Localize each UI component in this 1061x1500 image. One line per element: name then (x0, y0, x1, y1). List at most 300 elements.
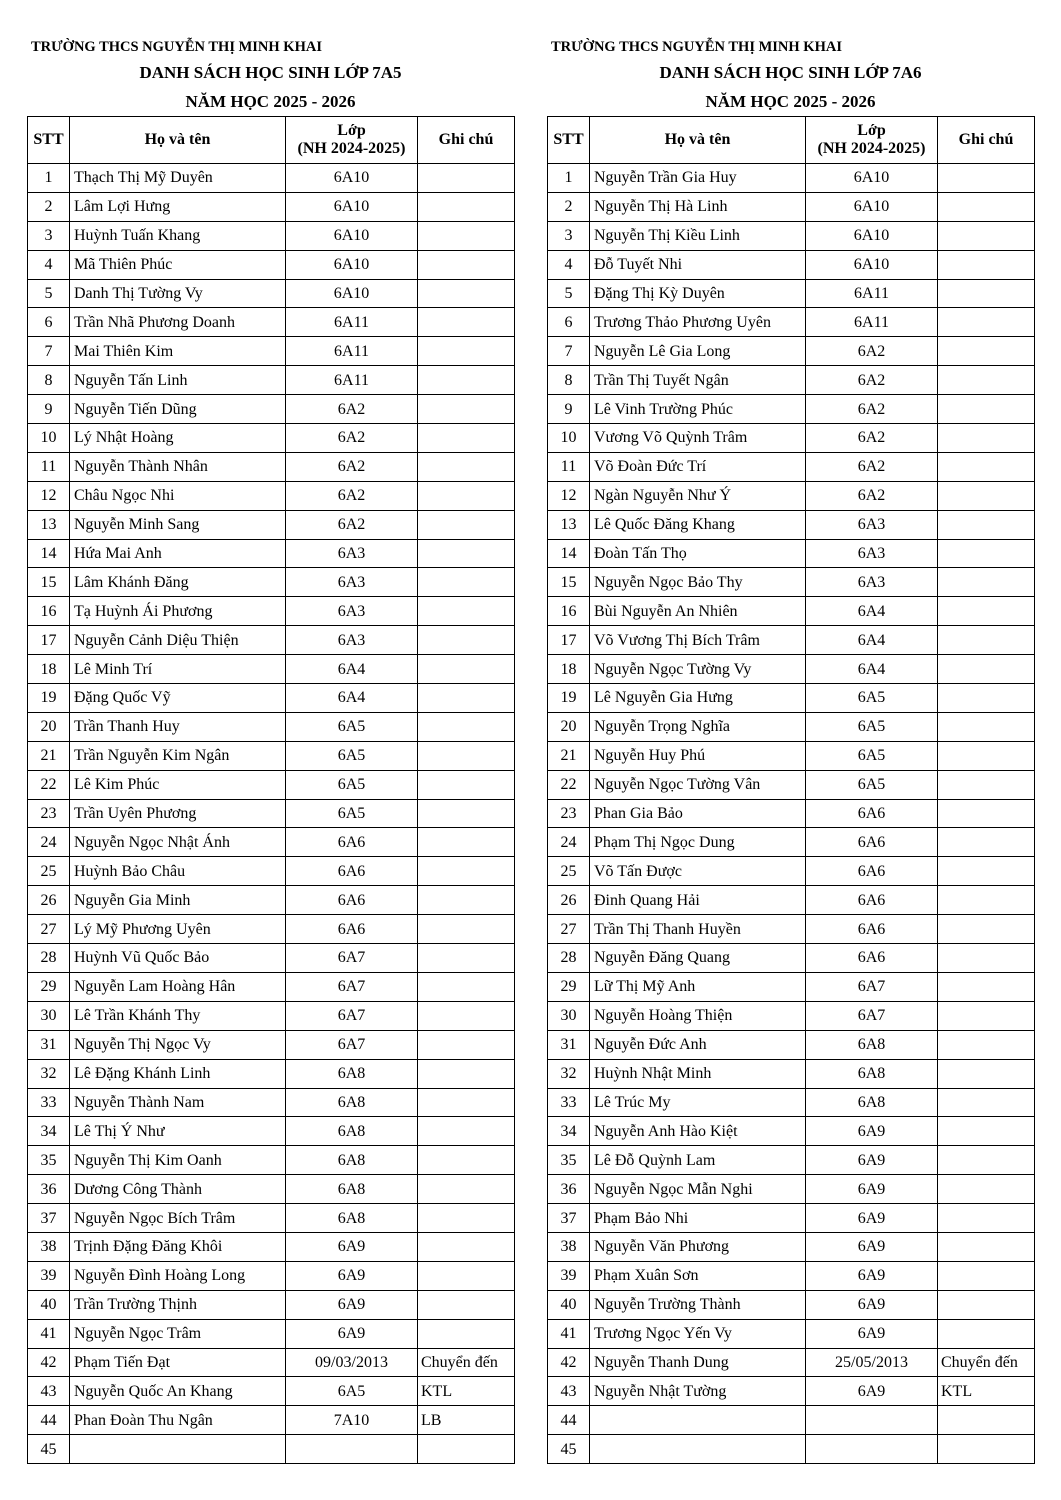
row-note (938, 250, 1035, 279)
row-note (938, 452, 1035, 481)
row-stt: 20 (548, 712, 590, 741)
row-name: Nguyễn Thành Nam (70, 1088, 286, 1117)
row-class: 6A6 (286, 886, 418, 915)
row-note (938, 857, 1035, 886)
row-class: 6A8 (286, 1146, 418, 1175)
row-name: Nguyễn Đăng Quang (590, 944, 806, 973)
table-row (548, 886, 1035, 915)
row-note (418, 1232, 515, 1261)
row-class: 6A5 (286, 799, 418, 828)
row-stt: 36 (548, 1175, 590, 1204)
row-class: 6A7 (286, 1030, 418, 1059)
row-note (938, 886, 1035, 915)
table-row (28, 741, 515, 770)
table-row (548, 221, 1035, 250)
header-stt: STT (28, 117, 70, 164)
row-stt: 17 (548, 626, 590, 655)
row-name (590, 1406, 806, 1435)
row-stt: 39 (28, 1261, 70, 1290)
row-stt: 45 (548, 1435, 590, 1464)
row-note (418, 1435, 515, 1464)
table-row (28, 1088, 515, 1117)
row-name: Châu Ngọc Nhi (70, 481, 286, 510)
row-note (938, 481, 1035, 510)
row-name: Phạm Thị Ngọc Dung (590, 828, 806, 857)
header-note: Ghi chú (418, 117, 515, 164)
row-stt: 1 (548, 164, 590, 193)
row-stt: 15 (28, 568, 70, 597)
row-stt: 22 (548, 770, 590, 799)
row-name: Lê Vinh Trường Phúc (590, 395, 806, 424)
row-name: Lâm Lợi Hưng (70, 192, 286, 221)
row-stt: 45 (28, 1435, 70, 1464)
row-stt: 21 (28, 741, 70, 770)
row-note (418, 944, 515, 973)
row-stt: 40 (28, 1290, 70, 1319)
row-stt: 24 (28, 828, 70, 857)
table-row (28, 770, 515, 799)
row-note (938, 192, 1035, 221)
row-name: Lữ Thị Mỹ Anh (590, 972, 806, 1001)
row-name: Lê Đỗ Quỳnh Lam (590, 1146, 806, 1175)
table-row (548, 308, 1035, 337)
row-name: Huỳnh Bảo Châu (70, 857, 286, 886)
table-header-row (28, 117, 515, 164)
row-stt: 18 (28, 655, 70, 684)
row-class: 6A9 (286, 1232, 418, 1261)
table-row (28, 1406, 515, 1435)
table-row (28, 712, 515, 741)
row-name: Đinh Quang Hải (590, 886, 806, 915)
table-row (28, 395, 515, 424)
row-note (938, 828, 1035, 857)
table-row (28, 972, 515, 1001)
row-name (590, 1435, 806, 1464)
row-name: Đặng Quốc Vỹ (70, 684, 286, 713)
row-name: Nguyễn Thị Ngọc Vy (70, 1030, 286, 1059)
row-note (938, 1406, 1035, 1435)
row-class: 6A3 (806, 568, 938, 597)
row-class: 6A5 (286, 712, 418, 741)
table-header-row (548, 117, 1035, 164)
row-note (418, 1117, 515, 1146)
row-name: Nguyễn Huy Phú (590, 741, 806, 770)
row-note (418, 799, 515, 828)
row-name: Trần Thị Tuyết Ngân (590, 366, 806, 395)
row-name: Phạm Bảo Nhi (590, 1204, 806, 1233)
row-name: Trần Uyên Phương (70, 799, 286, 828)
row-stt: 7 (28, 337, 70, 366)
table-row (28, 1290, 515, 1319)
row-class: 6A2 (806, 337, 938, 366)
table-row (28, 828, 515, 857)
table-row (548, 164, 1035, 193)
school-name: TRƯỜNG THCS NGUYỄN THỊ MINH KHAI (31, 39, 322, 55)
row-stt: 9 (28, 395, 70, 424)
row-stt: 27 (28, 915, 70, 944)
row-name: Đỗ Tuyết Nhi (590, 250, 806, 279)
row-class: 6A6 (286, 828, 418, 857)
row-note (418, 684, 515, 713)
row-stt: 10 (548, 424, 590, 453)
table-row (548, 1261, 1035, 1290)
row-name: Nguyễn Ngọc Mẫn Nghi (590, 1175, 806, 1204)
row-class (806, 1435, 938, 1464)
table-row (28, 424, 515, 453)
row-note (938, 308, 1035, 337)
row-class: 6A4 (286, 655, 418, 684)
row-stt: 33 (548, 1088, 590, 1117)
list-title: DANH SÁCH HỌC SINH LỚP 7A6 (659, 63, 922, 82)
row-stt: 31 (548, 1030, 590, 1059)
row-stt: 28 (28, 944, 70, 973)
row-class: 6A6 (806, 915, 938, 944)
row-stt: 23 (28, 799, 70, 828)
row-stt: 32 (548, 1059, 590, 1088)
table-row (28, 250, 515, 279)
row-class: 6A8 (806, 1088, 938, 1117)
row-name: Nguyễn Nhật Tường (590, 1377, 806, 1406)
row-note (418, 1088, 515, 1117)
row-stt: 40 (548, 1290, 590, 1319)
row-name: Nguyễn Quốc An Khang (70, 1377, 286, 1406)
row-note (418, 1146, 515, 1175)
row-name: Bùi Nguyễn An Nhiên (590, 597, 806, 626)
table-row (548, 1290, 1035, 1319)
row-class: 6A6 (806, 799, 938, 828)
row-note (938, 1290, 1035, 1319)
row-name: Lê Minh Trí (70, 655, 286, 684)
table-row (548, 366, 1035, 395)
table-row (548, 1435, 1035, 1464)
row-stt: 43 (548, 1377, 590, 1406)
row-note (418, 510, 515, 539)
row-note (418, 712, 515, 741)
row-name: Trương Ngọc Yến Vy (590, 1319, 806, 1348)
row-stt: 25 (28, 857, 70, 886)
row-note (938, 799, 1035, 828)
row-class: 6A10 (806, 221, 938, 250)
row-class: 6A9 (806, 1204, 938, 1233)
row-note (938, 539, 1035, 568)
row-name: Nguyễn Trần Gia Huy (590, 164, 806, 193)
table-row (548, 568, 1035, 597)
row-name (70, 1435, 286, 1464)
row-class: 6A9 (806, 1232, 938, 1261)
row-note (418, 279, 515, 308)
row-class: 6A3 (806, 510, 938, 539)
table-row (28, 1175, 515, 1204)
row-class: 6A3 (286, 539, 418, 568)
table-row (548, 481, 1035, 510)
row-class: 6A5 (806, 684, 938, 713)
row-note (938, 1146, 1035, 1175)
table-row (28, 192, 515, 221)
row-stt: 6 (28, 308, 70, 337)
student-table (27, 116, 515, 1464)
row-name: Mã Thiên Phúc (70, 250, 286, 279)
table-row (28, 279, 515, 308)
row-name: Trần Trường Thịnh (70, 1290, 286, 1319)
row-note (938, 1319, 1035, 1348)
row-note (418, 1319, 515, 1348)
row-name: Nguyễn Anh Hào Kiệt (590, 1117, 806, 1146)
row-name: Lý Nhật Hoàng (70, 424, 286, 453)
row-stt: 14 (548, 539, 590, 568)
row-note: Chuyển đến (418, 1348, 515, 1377)
table-row (548, 279, 1035, 308)
table-row (548, 510, 1035, 539)
row-stt: 5 (28, 279, 70, 308)
row-class: 6A9 (806, 1175, 938, 1204)
table-row (28, 1030, 515, 1059)
row-class: 6A11 (286, 366, 418, 395)
row-class: 6A6 (286, 915, 418, 944)
row-note: KTL (418, 1377, 515, 1406)
row-class: 6A3 (806, 539, 938, 568)
table-row (548, 944, 1035, 973)
table-row (548, 424, 1035, 453)
row-class: 6A5 (286, 770, 418, 799)
row-class: 6A11 (286, 308, 418, 337)
row-class: 6A4 (806, 655, 938, 684)
row-stt: 39 (548, 1261, 590, 1290)
table-row (548, 655, 1035, 684)
row-note (938, 915, 1035, 944)
table-row (548, 626, 1035, 655)
row-name: Nguyễn Thị Kim Oanh (70, 1146, 286, 1175)
row-class: 6A10 (806, 250, 938, 279)
row-class: 6A7 (806, 972, 938, 1001)
row-stt: 6 (548, 308, 590, 337)
row-note (418, 626, 515, 655)
header-class-line1: Lớp (337, 122, 366, 139)
row-class: 6A10 (286, 250, 418, 279)
table-row (28, 452, 515, 481)
header-name: Họ và tên (590, 117, 806, 164)
school-year: NĂM HỌC 2025 - 2026 (185, 92, 356, 111)
row-note (418, 770, 515, 799)
row-note: KTL (938, 1377, 1035, 1406)
table-row (548, 741, 1035, 770)
header-class-line1: Lớp (857, 122, 886, 139)
row-class: 6A4 (806, 597, 938, 626)
table-row (548, 1348, 1035, 1377)
row-name: Lê Nguyễn Gia Hưng (590, 684, 806, 713)
list-title: DANH SÁCH HỌC SINH LỚP 7A5 (139, 63, 402, 82)
row-note (418, 1059, 515, 1088)
row-name: Lê Trần Khánh Thy (70, 1001, 286, 1030)
row-stt: 19 (28, 684, 70, 713)
row-name: Phan Gia Bảo (590, 799, 806, 828)
row-class: 6A2 (806, 452, 938, 481)
row-note (938, 1232, 1035, 1261)
row-class: 6A8 (286, 1059, 418, 1088)
row-name: Nguyễn Văn Phương (590, 1232, 806, 1261)
row-class: 6A11 (806, 308, 938, 337)
table-row (548, 250, 1035, 279)
row-name: Huỳnh Tuấn Khang (70, 221, 286, 250)
row-stt: 28 (548, 944, 590, 973)
school-name: TRƯỜNG THCS NGUYỄN THỊ MINH KHAI (551, 39, 842, 55)
row-stt: 19 (548, 684, 590, 713)
table-row (28, 1146, 515, 1175)
table-row (548, 1406, 1035, 1435)
header-class (286, 117, 418, 164)
row-class: 6A9 (806, 1377, 938, 1406)
row-class: 6A5 (806, 770, 938, 799)
row-class: 6A2 (806, 395, 938, 424)
row-name: Nguyễn Thị Kiều Linh (590, 221, 806, 250)
row-stt: 38 (28, 1232, 70, 1261)
row-stt: 4 (28, 250, 70, 279)
row-stt: 8 (548, 366, 590, 395)
row-class: 6A9 (806, 1290, 938, 1319)
row-note (418, 221, 515, 250)
table-row (28, 799, 515, 828)
row-class: 6A9 (806, 1319, 938, 1348)
row-note (938, 1030, 1035, 1059)
table-row (548, 539, 1035, 568)
row-stt: 36 (28, 1175, 70, 1204)
row-class: 6A10 (806, 164, 938, 193)
row-note (938, 712, 1035, 741)
row-note (418, 250, 515, 279)
row-name: Phạm Tiến Đạt (70, 1348, 286, 1377)
row-class: 6A6 (286, 857, 418, 886)
row-name: Trương Thảo Phương Uyên (590, 308, 806, 337)
row-name: Trần Nhã Phương Doanh (70, 308, 286, 337)
row-note (938, 1175, 1035, 1204)
row-class: 6A7 (286, 944, 418, 973)
row-note (418, 366, 515, 395)
row-name: Danh Thị Tường Vy (70, 279, 286, 308)
row-stt: 37 (28, 1204, 70, 1233)
table-row (28, 597, 515, 626)
row-note (938, 1088, 1035, 1117)
row-class: 6A2 (286, 424, 418, 453)
table-row (28, 1261, 515, 1290)
table-row (548, 597, 1035, 626)
row-name: Nguyễn Lê Gia Long (590, 337, 806, 366)
row-stt: 29 (548, 972, 590, 1001)
row-stt: 44 (28, 1406, 70, 1435)
table-row (548, 1059, 1035, 1088)
row-note (938, 972, 1035, 1001)
row-stt: 18 (548, 655, 590, 684)
row-note (418, 915, 515, 944)
row-class: 6A6 (806, 857, 938, 886)
row-class: 6A5 (806, 741, 938, 770)
row-note (418, 452, 515, 481)
table-row (28, 337, 515, 366)
row-name: Nguyễn Thanh Dung (590, 1348, 806, 1377)
table-row (28, 655, 515, 684)
table-row (28, 539, 515, 568)
row-note (938, 741, 1035, 770)
row-class: 6A7 (286, 972, 418, 1001)
row-stt: 29 (28, 972, 70, 1001)
row-stt: 26 (28, 886, 70, 915)
row-stt: 27 (548, 915, 590, 944)
school-year: NĂM HỌC 2025 - 2026 (705, 92, 876, 111)
row-note (938, 395, 1035, 424)
row-class: 6A10 (286, 279, 418, 308)
row-name: Huỳnh Vũ Quốc Bảo (70, 944, 286, 973)
row-stt: 11 (548, 452, 590, 481)
row-name: Nguyễn Minh Sang (70, 510, 286, 539)
row-name: Nguyễn Trường Thành (590, 1290, 806, 1319)
row-stt: 44 (548, 1406, 590, 1435)
row-note (418, 655, 515, 684)
row-stt: 32 (28, 1059, 70, 1088)
row-name: Mai Thiên Kim (70, 337, 286, 366)
table-row (28, 1377, 515, 1406)
row-name: Ngàn Nguyễn Như Ý (590, 481, 806, 510)
row-class: 6A8 (286, 1117, 418, 1146)
table-row (28, 1348, 515, 1377)
row-name: Phan Đoàn Thu Ngân (70, 1406, 286, 1435)
row-note (418, 1290, 515, 1319)
row-note (938, 1435, 1035, 1464)
row-note (938, 221, 1035, 250)
row-note (938, 626, 1035, 655)
row-class: 6A3 (286, 597, 418, 626)
row-stt: 42 (28, 1348, 70, 1377)
row-note (418, 539, 515, 568)
row-class: 6A10 (286, 221, 418, 250)
row-name: Nguyễn Lam Hoàng Hân (70, 972, 286, 1001)
row-name: Nguyễn Trọng Nghĩa (590, 712, 806, 741)
right-class-list (547, 36, 1034, 1464)
row-name: Nguyễn Tấn Linh (70, 366, 286, 395)
row-name: Lâm Khánh Đăng (70, 568, 286, 597)
row-stt: 12 (548, 481, 590, 510)
row-name: Hứa Mai Anh (70, 539, 286, 568)
table-row (28, 164, 515, 193)
table-row (548, 712, 1035, 741)
row-note (938, 655, 1035, 684)
row-class: 6A4 (806, 626, 938, 655)
row-stt: 2 (548, 192, 590, 221)
row-stt: 38 (548, 1232, 590, 1261)
row-stt: 41 (28, 1319, 70, 1348)
row-note (418, 1204, 515, 1233)
row-name: Võ Đoàn Đức Trí (590, 452, 806, 481)
table-row (548, 828, 1035, 857)
row-class: 6A2 (286, 481, 418, 510)
row-name: Phạm Xuân Sơn (590, 1261, 806, 1290)
row-stt: 37 (548, 1204, 590, 1233)
table-row (548, 1146, 1035, 1175)
row-note (418, 424, 515, 453)
row-class: 6A2 (286, 510, 418, 539)
row-note (938, 510, 1035, 539)
row-class: 6A10 (286, 164, 418, 193)
row-stt: 33 (28, 1088, 70, 1117)
row-stt: 14 (28, 539, 70, 568)
row-class: 6A3 (286, 626, 418, 655)
row-class: 6A9 (286, 1261, 418, 1290)
row-stt: 2 (28, 192, 70, 221)
row-stt: 35 (28, 1146, 70, 1175)
row-class: 6A5 (286, 1377, 418, 1406)
row-class: 09/03/2013 (286, 1348, 418, 1377)
row-name: Lê Kim Phúc (70, 770, 286, 799)
row-stt: 34 (548, 1117, 590, 1146)
row-name: Lê Đặng Khánh Linh (70, 1059, 286, 1088)
table-row (548, 972, 1035, 1001)
